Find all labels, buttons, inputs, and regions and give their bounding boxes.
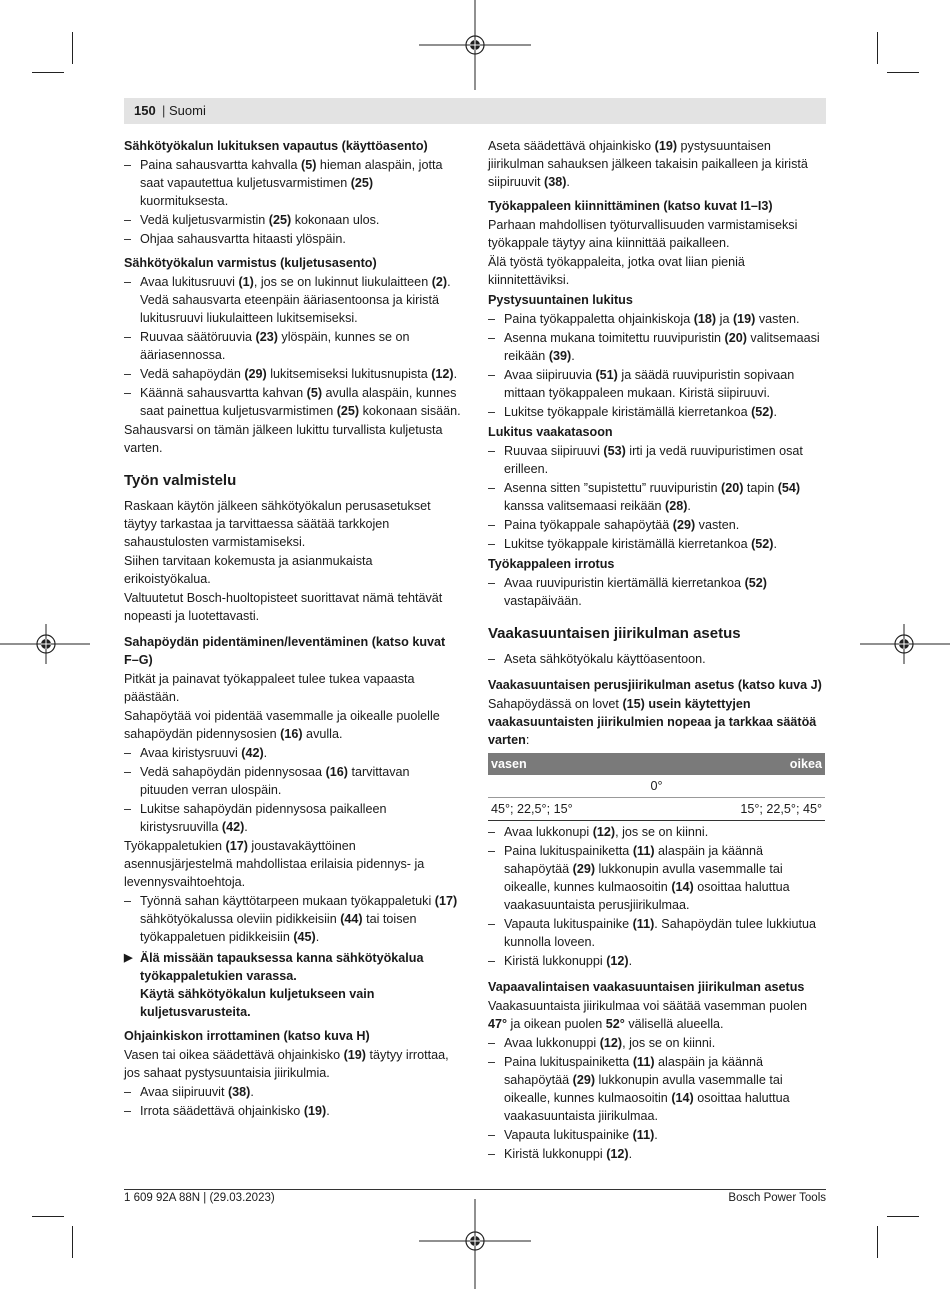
dash-bullet: – — [488, 518, 496, 532]
list-item: – Avaa lukitusruuvi (1), jos se on lukinnut liukulaitteen (2). Vedä sahausvarta eteenpäin ääriasentoonsa ja kiristä lukitusruuvi liukulaitteen lukitsemiseksi. — [124, 275, 451, 325]
list-item: – Ohjaa sahausvartta hitaasti ylöspäin. — [124, 232, 346, 246]
list-extension — [124, 744, 461, 836]
paragraph-clamp-1: Parhaan mahdollisen työturvallisuuden varmistamiseksi työkappale täytyy aina kiinnittää paikalleen. — [488, 218, 798, 250]
list-item: – Kiristä lukkonuppi (12). — [488, 954, 633, 968]
crop-mark-top-right-h — [887, 72, 919, 73]
dash-bullet: – — [488, 1055, 496, 1069]
list-item: – Kiristä lukkonuppi (12). — [488, 1147, 633, 1161]
list-transport — [124, 273, 461, 420]
list-unlock — [124, 156, 461, 248]
left-column — [124, 137, 461, 1121]
table-header-right: oikea — [657, 753, 826, 775]
list-release — [488, 574, 825, 610]
list-item: – Paina lukituspainiketta (11) alaspäin ja käännä sahapöytää (29) lukkonupin avulla vasemmalle tai oikealle, kunnes kulmaosoitin (14) osoittaa haluttua vaakasuuntaista jiirikulmaa. — [488, 1055, 790, 1123]
dash-bullet: – — [488, 444, 496, 458]
dash-bullet: – — [488, 368, 496, 382]
section-title-clamp: Työkappaleen kiinnittäminen (katso kuvat I1–I3) — [488, 199, 773, 213]
warning-block — [124, 949, 461, 1021]
section-title-horizontal-lock: Lukitus vaakatasoon — [488, 425, 613, 439]
section-title-miter: Vaakasuuntaisen jiirikulman asetus — [488, 625, 741, 642]
list-item: – Vedä sahapöydän pidennysosaa (16) tarvittavan pituuden verran ulospäin. — [124, 765, 410, 797]
list-item: – Avaa siipiruuvia (51) ja säädä ruuvipuristin sopivaan mittaan työkappaleen mukaan. Kiristä siipiruuvi. — [488, 368, 795, 400]
dash-bullet: – — [124, 213, 132, 227]
table-header-left: vasen — [488, 753, 657, 775]
header-language: Suomi — [169, 103, 206, 118]
crop-mark-bottom-right-h — [887, 1216, 919, 1217]
paragraph-free-miter: Vaakasuuntaista jiirikulmaa voi säätää vasemman puolen 47° ja oikean puolen 52° välisellä alueella. — [488, 999, 807, 1031]
section-title-rail: Ohjainkiskon irrottaminen (katso kuva H) — [124, 1029, 370, 1043]
dash-bullet: – — [124, 746, 132, 760]
list-item: – Vedä kuljetusvarmistin (25) kokonaan ulos. — [124, 213, 380, 227]
list-item: – Vapauta lukituspainike (11). — [488, 1128, 658, 1142]
list-item: – Aseta sähkötyökalu käyttöasentoon. — [488, 652, 706, 666]
crop-mark-bottom-left-v — [72, 1226, 73, 1258]
dash-bullet: – — [488, 1147, 496, 1161]
list-item: – Paina sahausvartta kahvalla (5) hieman alaspäin, jotta saat vapautettua kuljetusvarmistimen (25) kuormituksesta. — [124, 158, 443, 208]
dash-bullet: – — [488, 331, 496, 345]
paragraph-clamp-2: Älä työstä työkappaleita, jotka ovat liian pieniä kiinnitettäviksi. — [488, 255, 745, 287]
footer-document-id: 1 609 92A 88N | (29.03.2023) — [124, 1192, 275, 1204]
list-item: – Paina lukituspainiketta (11) alaspäin ja käännä sahapöytää (29) lukkonupin avulla vasemmalle tai oikealle, kunnes kulmaosoitin (14) osoittaa haluttua vaakasuuntaista perusjiirikulmaa. — [488, 844, 790, 912]
crop-mark-top-left-h — [32, 72, 64, 73]
paragraph-transport-after: Sahausvarsi on tämän jälkeen lukittu turvallista kuljetusta varten. — [124, 423, 443, 455]
section-title-free-miter: Vapaavalintaisen vaakasuuntaisen jiirikulman asetus — [488, 980, 805, 994]
list-item: – Käännä sahausvartta kahvan (5) avulla alaspäin, kunnes saat painettua kuljetusvarmistimen (25) kokonaan sisään. — [124, 386, 461, 418]
paragraph-prep-1: Raskaan käytön jälkeen sähkötyökalun perusasetukset täytyy tarkastaa ja tarvittaessa säätää tarkkojen sahaustulosten varmistamiseksi. — [124, 499, 431, 549]
dash-bullet: – — [124, 1085, 132, 1099]
footer-brand: Bosch Power Tools — [728, 1192, 826, 1204]
paragraph-supports: Työkappaletukien (17) joustavakäyttöinen asennusjärjestelmä mahdollistaa erilaisia pidennys- ja levennysvaihtoehtoja. — [124, 839, 425, 889]
list-free-miter — [488, 1034, 825, 1163]
list-item: – Irrota säädettävä ohjainkisko (19). — [124, 1104, 330, 1118]
list-horizontal-lock — [488, 442, 825, 553]
list-item: – Avaa lukkonuppi (12), jos se on kiinni. — [488, 1036, 716, 1050]
right-column — [488, 137, 825, 1164]
paragraph-prep-3: Valtuutetut Bosch-huoltopisteet suorittavat nämä tehtävät nopeasti ja luotettavasti. — [124, 591, 443, 623]
list-item: – Asenna mukana toimitettu ruuvipuristin (20) valitsemaasi reikään (39). — [488, 331, 820, 363]
paragraph-ext-1: Pitkät ja painavat työkappaleet tulee tukea vapaasta päästään. — [124, 672, 415, 704]
warning-line-1: Älä missään tapauksessa kanna sähkötyökalua työkappaletukien varassa. — [140, 951, 424, 983]
dash-bullet: – — [488, 481, 496, 495]
dash-bullet: – — [124, 802, 132, 816]
table-zero-angle: 0° — [488, 775, 825, 798]
table-right-values: 15°; 22,5°; 45° — [657, 798, 826, 821]
crop-mark-bottom-right-v — [877, 1226, 878, 1258]
dash-bullet: – — [488, 917, 496, 931]
dash-bullet: – — [124, 330, 132, 344]
paragraph-rail: Vasen tai oikea säädettävä ohjainkisko (19) täytyy irrottaa, jos sahaat pystysuuntaisia jiirikulmia. — [124, 1048, 449, 1080]
list-item: – Ruuvaa siipiruuvi (53) irti ja vedä ruuvipuristimen osat erilleen. — [488, 444, 803, 476]
dash-bullet: – — [124, 894, 132, 908]
list-item: – Ruuvaa säätöruuvia (23) ylöspäin, kunnes se on ääriasennossa. — [124, 330, 410, 362]
list-item: – Avaa ruuvipuristin kiertämällä kierretankoa (52) vastapäivään. — [488, 576, 767, 608]
crop-mark-top-right-v — [877, 32, 878, 64]
list-item: – Asenna sitten ”supistettu” ruuvipuristin (20) tapin (54) kanssa valitsemaasi reikään (28). — [488, 481, 801, 513]
section-title-vertical-lock: Pystysuuntainen lukitus — [488, 293, 633, 307]
section-title-transport: Sähkötyökalun varmistus (kuljetusasento) — [124, 256, 377, 270]
dash-bullet: – — [488, 652, 496, 666]
warning-arrow-icon: ▶ — [124, 952, 133, 964]
list-rail — [124, 1083, 461, 1120]
list-item: – Vedä sahapöydän (29) lukitsemiseksi lukitusnupista (12). — [124, 367, 458, 381]
section-title-standard-miter: Vaakasuuntaisen perusjiirikulman asetus (katso kuva J) — [488, 678, 822, 692]
list-vertical-lock — [488, 310, 825, 421]
list-item: – Avaa kiristysruuvi (42). — [124, 746, 268, 760]
dash-bullet: – — [488, 844, 496, 858]
dash-bullet: – — [488, 312, 496, 326]
dash-bullet: – — [488, 954, 496, 968]
list-item: – Paina työkappaletta ohjainkiskoja (18) ja (19) vasten. — [488, 312, 800, 326]
miter-angle-table — [488, 753, 825, 821]
paragraph-rail-reinstall: Aseta säädettävä ohjainkisko (19) pystysuuntaisen jiirikulman sahauksen jälkeen takaisin paikalleen ja kiristä siipiruuvit (38). — [488, 139, 808, 189]
section-title-preparation: Työn valmistelu — [124, 472, 237, 489]
list-item: – Paina työkappale sahapöytää (29) vasten. — [488, 518, 740, 532]
list-supports — [124, 892, 461, 946]
paragraph-standard-miter: Sahapöydässä on lovet (15) usein käytettyjen vaakasuuntaisten jiirikulmien nopeaa ja tarkkaa säätöä varten: — [488, 697, 817, 747]
section-title-release: Työkappaleen irrotus — [488, 557, 615, 571]
page-number: 150 — [134, 103, 156, 118]
list-standard-miter — [488, 823, 825, 970]
footer-divider — [124, 1189, 826, 1190]
list-item: – Työnnä sahan käyttötarpeen mukaan työkappaletuki (17) sähkötyökalussa oleviin pidikkeisiin (44) tai toisen työkappaletuen pidikkeisiin (45). — [124, 894, 458, 944]
dash-bullet: – — [124, 765, 132, 779]
list-item: – Vapauta lukituspainike (11). Sahapöydän tulee lukkiutua kunnolla loveen. — [488, 917, 817, 949]
crop-mark-bottom-left-h — [32, 1216, 64, 1217]
section-title-unlock: Sähkötyökalun lukituksen vapautus (käyttöasento) — [124, 139, 428, 153]
list-miter — [488, 650, 825, 668]
dash-bullet: – — [124, 386, 132, 400]
table-left-values: 45°; 22,5°; 15° — [488, 798, 657, 821]
dash-bullet: – — [124, 1104, 132, 1118]
list-item: – Lukitse työkappale kiristämällä kierretankoa (52). — [488, 405, 778, 419]
registration-mark-bottom — [419, 1199, 531, 1289]
registration-mark-top — [419, 0, 531, 90]
header-separator: | — [162, 103, 166, 118]
dash-bullet: – — [488, 825, 496, 839]
list-item: – Lukitse työkappale kiristämällä kierretankoa (52). — [488, 537, 778, 551]
list-item: – Avaa lukkonupi (12), jos se on kiinni. — [488, 825, 709, 839]
dash-bullet: – — [488, 405, 496, 419]
dash-bullet: – — [488, 1036, 496, 1050]
registration-mark-right — [860, 624, 950, 664]
dash-bullet: – — [124, 158, 132, 172]
registration-mark-left — [0, 624, 90, 664]
list-item: – Lukitse sahapöydän pidennysosa paikalleen kiristysruuvilla (42). — [124, 802, 387, 834]
dash-bullet: – — [124, 275, 132, 289]
crop-mark-top-left-v — [72, 32, 73, 64]
dash-bullet: – — [488, 537, 496, 551]
list-item: – Avaa siipiruuvit (38). — [124, 1085, 254, 1099]
section-title-extension: Sahapöydän pidentäminen/leventäminen (katso kuvat F–G) — [124, 635, 446, 667]
dash-bullet: – — [124, 367, 132, 381]
dash-bullet: – — [488, 576, 496, 590]
warning-line-2: Käytä sähkötyökalun kuljetukseen vain kuljetusvarusteita. — [140, 987, 375, 1019]
dash-bullet: – — [124, 232, 132, 246]
page-header — [124, 98, 826, 124]
paragraph-prep-2: Siihen tarvitaan kokemusta ja asianmukaista erikoistyökalua. — [124, 554, 373, 586]
paragraph-ext-2: Sahapöytää voi pidentää vasemmalle ja oikealle puolelle sahapöydän pidennysosien (16) avulla. — [124, 709, 440, 741]
dash-bullet: – — [488, 1128, 496, 1142]
